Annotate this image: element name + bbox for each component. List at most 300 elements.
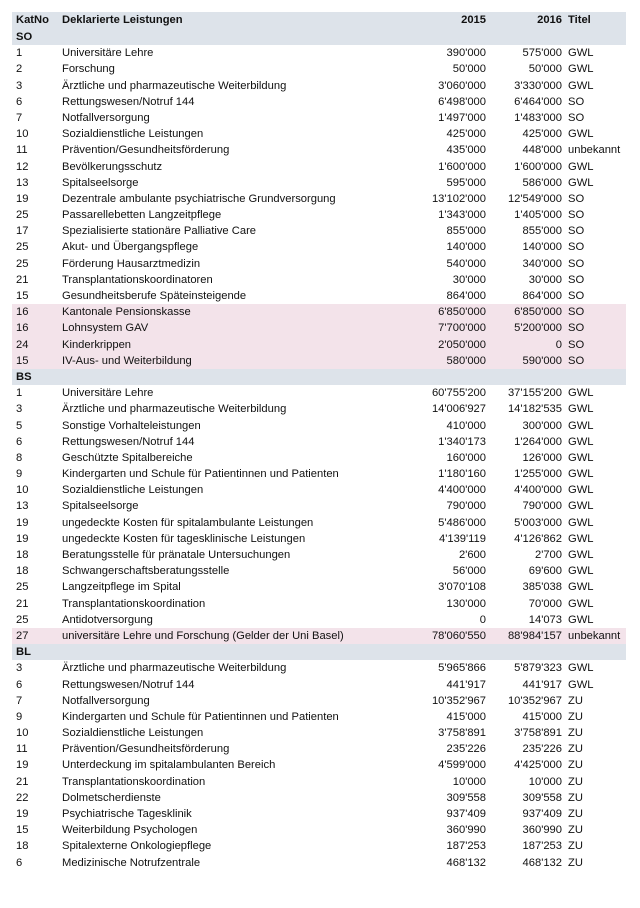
katno-cell: 21 — [16, 597, 29, 610]
value-2015-cell: 580'000 — [446, 354, 486, 367]
value-2016-cell: 12'549'000 — [507, 192, 562, 205]
leistung-cell: Universitäre Lehre — [62, 387, 154, 400]
katno-cell: 6 — [16, 856, 23, 869]
leistung-cell: Sonstige Vorhalteleistungen — [62, 419, 201, 432]
leistung-cell: Rettungswesen/Notruf 144 — [62, 435, 195, 448]
value-2015-cell: 130'000 — [446, 597, 486, 610]
table-row — [12, 709, 626, 725]
titel-cell: GWL — [568, 581, 594, 594]
leistung-cell: Dolmetscherdienste — [62, 791, 161, 804]
leistung-cell: Ärztliche und pharmazeutische Weiterbildung — [62, 79, 287, 92]
value-2015-cell: 187'253 — [446, 840, 486, 853]
leistung-cell: Notfallversorgung — [62, 694, 150, 707]
value-2016-cell: 37'155'200 — [507, 387, 562, 400]
leistung-cell: Unterdeckung im spitalambulanten Bereich — [62, 759, 276, 772]
table-row — [12, 142, 626, 158]
value-2016-cell: 14'073 — [528, 613, 562, 626]
katno-cell: 1 — [16, 47, 23, 60]
leistung-cell: ungedeckte Kosten für tagesklinische Leistungen — [62, 532, 306, 545]
table-row — [12, 337, 626, 353]
table-row — [12, 239, 626, 255]
value-2016-cell: 5'003'000 — [514, 516, 562, 529]
value-2015-cell: 790'000 — [446, 500, 486, 513]
value-2015-cell: 235'226 — [446, 743, 486, 756]
value-2015-cell: 937'409 — [446, 808, 486, 820]
value-2016-cell: 10'000 — [528, 775, 562, 788]
leistung-cell: Spitalexterne Onkologiepflege — [62, 840, 212, 853]
katno-cell: 8 — [16, 451, 23, 464]
leistung-cell: Geschützte Spitalbereiche — [62, 451, 193, 464]
leistung-cell: Transplantationskoordination — [62, 597, 206, 610]
table-row — [12, 466, 626, 482]
table-row — [12, 547, 626, 563]
table-row — [12, 320, 626, 336]
value-2016-cell: 6'464'000 — [514, 95, 562, 108]
titel-cell: GWL — [568, 160, 594, 173]
titel-cell: ZU — [568, 759, 583, 772]
table-body — [12, 29, 626, 871]
value-2015-cell: 10'000 — [452, 775, 486, 788]
katno-cell: 22 — [16, 791, 29, 804]
table-row — [12, 725, 626, 741]
value-2015-cell: 1'343'000 — [438, 209, 486, 222]
value-2015-cell: 50'000 — [452, 63, 486, 76]
titel-cell: ZU — [568, 694, 583, 707]
table-row — [12, 563, 626, 579]
katno-cell: 15 — [16, 824, 29, 837]
katno-cell: 7 — [16, 111, 23, 124]
leistung-cell: Psychiatrische Tagesklinik — [62, 808, 192, 820]
table-row — [12, 612, 626, 628]
value-2015-cell: 0 — [479, 613, 486, 626]
value-2016-cell: 1'483'000 — [514, 111, 562, 124]
titel-cell: GWL — [568, 176, 594, 189]
table-row — [12, 838, 626, 854]
value-2015-cell: 14'006'927 — [431, 403, 486, 416]
table-row — [12, 401, 626, 417]
value-2015-cell: 468'132 — [446, 856, 486, 869]
value-2015-cell: 2'050'000 — [438, 338, 486, 351]
value-2016-cell: 235'226 — [522, 743, 562, 756]
katno-cell: 3 — [16, 79, 23, 92]
value-2016-cell: 360'990 — [522, 824, 562, 837]
value-2015-cell: 3'060'000 — [438, 79, 486, 92]
value-2015-cell: 5'965'866 — [438, 662, 486, 675]
value-2015-cell: 10'352'967 — [431, 694, 486, 707]
katno-cell: 5 — [16, 419, 23, 432]
titel-cell: GWL — [568, 565, 594, 578]
value-2015-cell: 140'000 — [446, 241, 486, 254]
katno-cell: 3 — [16, 403, 23, 416]
value-2015-cell: 2'600 — [458, 549, 486, 561]
header-titel: Titel — [568, 14, 591, 27]
katno-cell: 25 — [16, 257, 29, 270]
table-row — [12, 94, 626, 110]
katno-cell: 16 — [16, 306, 29, 319]
katno-cell: 18 — [16, 565, 29, 578]
value-2015-cell: 4'400'000 — [438, 484, 486, 497]
leistung-cell: Prävention/Gesundheitsförderung — [62, 743, 230, 756]
katno-cell: 19 — [16, 808, 29, 820]
table-row — [12, 272, 626, 288]
katno-cell: 16 — [16, 322, 29, 335]
leistungen-table — [12, 12, 626, 871]
table-row — [12, 110, 626, 126]
leistung-cell: Kinderkrippen — [62, 338, 132, 351]
leistung-cell: universitäre Lehre und Forschung (Gelder der Uni Basel) — [62, 629, 344, 642]
leistung-cell: Universitäre Lehre — [62, 47, 154, 60]
leistung-cell: Kantonale Pensionskasse — [62, 306, 191, 319]
value-2016-cell: 50'000 — [528, 63, 562, 76]
titel-cell: GWL — [568, 403, 594, 416]
value-2015-cell: 6'850'000 — [438, 306, 486, 319]
value-2016-cell: 864'000 — [522, 290, 562, 302]
katno-cell: 11 — [16, 144, 28, 157]
titel-cell: GWL — [568, 47, 594, 60]
titel-cell: GWL — [568, 549, 594, 561]
value-2016-cell: 309'558 — [522, 791, 562, 804]
value-2016-cell: 415'000 — [522, 710, 562, 723]
header-katno: KatNo — [16, 14, 49, 27]
leistung-cell: Transplantationskoordinatoren — [62, 273, 213, 286]
table-row — [12, 418, 626, 434]
value-2016-cell: 14'182'535 — [507, 403, 562, 416]
value-2016-cell: 937'409 — [522, 808, 562, 820]
value-2016-cell: 1'264'000 — [514, 435, 562, 448]
table-row — [12, 207, 626, 223]
leistung-cell: Kindergarten und Schule für Patientinnen und Patienten — [62, 710, 339, 723]
titel-cell: ZU — [568, 824, 583, 837]
value-2016-cell: 5'200'000 — [514, 322, 562, 335]
titel-cell: SO — [568, 95, 585, 108]
section-header — [12, 369, 626, 385]
value-2015-cell: 3'070'108 — [438, 581, 486, 594]
titel-cell: GWL — [568, 613, 594, 626]
katno-cell: 12 — [16, 160, 29, 173]
value-2016-cell: 3'330'000 — [514, 79, 562, 92]
value-2015-cell: 864'000 — [446, 290, 486, 302]
value-2015-cell: 5'486'000 — [438, 516, 486, 529]
leistung-cell: Sozialdienstliche Leistungen — [62, 727, 204, 740]
titel-cell: SO — [568, 257, 585, 270]
value-2015-cell: 56'000 — [452, 565, 486, 578]
value-2016-cell: 441'917 — [522, 678, 562, 691]
leistung-cell: Dezentrale ambulante psychiatrische Grundversorgung — [62, 192, 336, 205]
value-2016-cell: 300'000 — [522, 419, 562, 432]
titel-cell: GWL — [568, 387, 594, 400]
katno-cell: 25 — [16, 581, 29, 594]
katno-cell: 10 — [16, 128, 29, 141]
value-2015-cell: 540'000 — [446, 257, 486, 270]
katno-cell: 6 — [16, 435, 23, 448]
leistung-cell: Antidotversorgung — [62, 613, 153, 626]
katno-cell: 18 — [16, 549, 29, 561]
table-row — [12, 822, 626, 838]
value-2015-cell: 435'000 — [446, 144, 486, 157]
katno-cell: 24 — [16, 338, 29, 351]
table-row — [12, 757, 626, 773]
table-row — [12, 806, 626, 822]
titel-cell: SO — [568, 225, 585, 238]
value-2016-cell: 1'600'000 — [514, 160, 562, 173]
header-leistungen: Deklarierte Leistungen — [62, 14, 183, 27]
katno-cell: 25 — [16, 241, 29, 254]
titel-cell: GWL — [568, 435, 594, 448]
value-2015-cell: 3'758'891 — [438, 727, 486, 740]
table-row — [12, 126, 626, 142]
value-2015-cell: 60'755'200 — [431, 387, 486, 400]
leistung-cell: Akut- und Übergangspflege — [62, 241, 199, 254]
titel-cell: GWL — [568, 484, 594, 497]
table-row — [12, 450, 626, 466]
value-2015-cell: 1'600'000 — [438, 160, 486, 173]
katno-cell: 6 — [16, 95, 23, 108]
katno-cell: 15 — [16, 290, 29, 302]
table-row — [12, 482, 626, 498]
katno-cell: 13 — [16, 500, 29, 513]
titel-cell: ZU — [568, 840, 583, 853]
leistung-cell: Sozialdienstliche Leistungen — [62, 484, 204, 497]
titel-cell: SO — [568, 338, 585, 351]
value-2016-cell: 5'879'323 — [514, 662, 562, 675]
value-2016-cell: 590'000 — [522, 354, 562, 367]
leistung-cell: Bevölkerungsschutz — [62, 160, 163, 173]
titel-cell: GWL — [568, 500, 594, 513]
leistung-cell: Ärztliche und pharmazeutische Weiterbildung — [62, 662, 287, 675]
titel-cell: ZU — [568, 743, 583, 756]
titel-cell: GWL — [568, 63, 594, 76]
table-row — [12, 579, 626, 595]
leistung-cell: Spezialisierte stationäre Palliative Care — [62, 225, 257, 238]
katno-cell: 9 — [16, 710, 23, 723]
value-2016-cell: 4'425'000 — [514, 759, 562, 772]
katno-cell: 3 — [16, 662, 23, 675]
section-name: SO — [16, 31, 33, 43]
titel-cell: ZU — [568, 710, 583, 723]
titel-cell: SO — [568, 322, 585, 335]
leistung-cell: Kindergarten und Schule für Patientinnen und Patienten — [62, 468, 339, 481]
katno-cell: 19 — [16, 192, 29, 205]
titel-cell: SO — [568, 290, 585, 302]
katno-cell: 19 — [16, 759, 29, 772]
value-2016-cell: 4'126'862 — [514, 532, 562, 545]
value-2016-cell: 126'000 — [522, 451, 562, 464]
value-2016-cell: 88'984'157 — [507, 629, 562, 642]
table-row — [12, 790, 626, 806]
value-2015-cell: 30'000 — [452, 273, 486, 286]
value-2015-cell: 13'102'000 — [431, 192, 486, 205]
value-2016-cell: 468'132 — [522, 856, 562, 869]
katno-cell: 27 — [16, 629, 29, 642]
katno-cell: 10 — [16, 484, 29, 497]
value-2016-cell: 0 — [555, 338, 562, 351]
value-2016-cell: 790'000 — [522, 500, 562, 513]
value-2015-cell: 160'000 — [446, 451, 486, 464]
value-2016-cell: 6'850'000 — [514, 306, 562, 319]
value-2016-cell: 425'000 — [522, 128, 562, 141]
katno-cell: 6 — [16, 678, 23, 691]
table-row — [12, 498, 626, 514]
leistung-cell: Transplantationskoordination — [62, 775, 206, 788]
titel-cell: GWL — [568, 532, 594, 545]
value-2016-cell: 69'600 — [528, 565, 562, 578]
titel-cell: ZU — [568, 775, 583, 788]
leistung-cell: Langzeitpflege im Spital — [62, 581, 181, 594]
katno-cell: 21 — [16, 273, 29, 286]
titel-cell: GWL — [568, 419, 594, 432]
leistung-cell: Passarellebetten Langzeitpflege — [62, 209, 222, 222]
header-2016: 2016 — [537, 14, 562, 27]
table-row — [12, 353, 626, 369]
table-row — [12, 288, 626, 304]
value-2016-cell: 2'700 — [534, 549, 562, 561]
katno-cell: 9 — [16, 468, 23, 481]
value-2015-cell: 1'180'160 — [438, 468, 486, 481]
value-2016-cell: 3'758'891 — [514, 727, 562, 740]
value-2016-cell: 10'352'967 — [507, 694, 562, 707]
titel-cell: SO — [568, 306, 585, 319]
value-2016-cell: 4'400'000 — [514, 484, 562, 497]
table-row — [12, 855, 626, 871]
table-row — [12, 741, 626, 757]
katno-cell: 25 — [16, 613, 29, 626]
leistung-cell: Notfallversorgung — [62, 111, 150, 124]
table-row — [12, 385, 626, 401]
value-2015-cell: 1'340'173 — [438, 435, 486, 448]
value-2016-cell: 140'000 — [522, 241, 562, 254]
katno-cell: 18 — [16, 840, 29, 853]
value-2015-cell: 360'990 — [446, 824, 486, 837]
titel-cell: unbekannt — [568, 629, 621, 642]
titel-cell: GWL — [568, 678, 594, 691]
value-2016-cell: 30'000 — [528, 273, 562, 286]
katno-cell: 17 — [16, 225, 29, 238]
leistung-cell: Förderung Hausarztmedizin — [62, 257, 201, 270]
value-2016-cell: 575'000 — [522, 47, 562, 60]
table-row — [12, 774, 626, 790]
value-2016-cell: 448'000 — [522, 144, 562, 157]
table-row — [12, 434, 626, 450]
value-2015-cell: 4'139'119 — [439, 532, 486, 545]
leistung-cell: Prävention/Gesundheitsförderung — [62, 144, 230, 157]
leistung-cell: Spitalseelsorge — [62, 176, 139, 189]
value-2016-cell: 1'405'000 — [514, 209, 562, 222]
value-2015-cell: 6'498'000 — [438, 95, 486, 108]
titel-cell: SO — [568, 192, 585, 205]
table-row — [12, 175, 626, 191]
titel-cell: ZU — [568, 856, 583, 869]
leistung-cell: Spitalseelsorge — [62, 500, 139, 513]
leistung-cell: Rettungswesen/Notruf 144 — [62, 678, 195, 691]
value-2016-cell: 70'000 — [528, 597, 562, 610]
value-2015-cell: 4'599'000 — [438, 759, 486, 772]
leistung-cell: Rettungswesen/Notruf 144 — [62, 95, 195, 108]
table-row — [12, 256, 626, 272]
titel-cell: ZU — [568, 727, 583, 740]
katno-cell: 10 — [16, 727, 29, 740]
katno-cell: 19 — [16, 532, 29, 545]
table-row — [12, 223, 626, 239]
value-2016-cell: 1'255'000 — [514, 468, 562, 481]
titel-cell: SO — [568, 273, 585, 286]
table-row — [12, 677, 626, 693]
titel-cell: ZU — [568, 791, 583, 804]
katno-cell: 21 — [16, 775, 29, 788]
table-row — [12, 693, 626, 709]
value-2015-cell: 390'000 — [446, 47, 486, 60]
value-2015-cell: 1'497'000 — [438, 111, 486, 124]
leistung-cell: Sozialdienstliche Leistungen — [62, 128, 204, 141]
table-row — [12, 304, 626, 320]
table-row — [12, 61, 626, 77]
titel-cell: SO — [568, 209, 585, 222]
section-header — [12, 29, 626, 45]
value-2016-cell: 586'000 — [522, 176, 562, 189]
table-row — [12, 628, 626, 644]
value-2015-cell: 78'060'550 — [431, 629, 486, 642]
leistung-cell: Gesundheitsberufe Späteinsteigende — [62, 290, 247, 302]
titel-cell: GWL — [568, 468, 594, 481]
value-2016-cell: 340'000 — [522, 257, 562, 270]
leistung-cell: ungedeckte Kosten für spitalambulante Leistungen — [62, 516, 314, 529]
titel-cell: SO — [568, 354, 585, 367]
section-header — [12, 644, 626, 660]
table-row — [12, 596, 626, 612]
header-2015: 2015 — [461, 14, 486, 27]
value-2016-cell: 855'000 — [522, 225, 562, 238]
value-2015-cell: 7'700'000 — [438, 322, 486, 335]
leistung-cell: Medizinische Notrufzentrale — [62, 856, 201, 869]
leistung-cell: Lohnsystem GAV — [62, 322, 149, 335]
section-name: BS — [16, 370, 32, 383]
leistung-cell: Schwangerschaftsberatungsstelle — [62, 565, 230, 578]
titel-cell: GWL — [568, 128, 594, 141]
katno-cell: 7 — [16, 694, 23, 707]
titel-cell: ZU — [568, 808, 583, 820]
table-row — [12, 78, 626, 94]
titel-cell: GWL — [568, 79, 594, 92]
leistung-cell: Beratungsstelle für pränatale Untersuchungen — [62, 549, 291, 561]
table-row — [12, 515, 626, 531]
value-2015-cell: 425'000 — [446, 128, 486, 141]
value-2016-cell: 187'253 — [522, 840, 562, 853]
value-2016-cell: 385'038 — [522, 581, 562, 594]
leistung-cell: Forschung — [62, 63, 115, 76]
katno-cell: 25 — [16, 209, 29, 222]
katno-cell: 11 — [16, 743, 28, 756]
section-name: BL — [16, 646, 31, 659]
titel-cell: unbekannt — [568, 144, 621, 157]
leistung-cell: IV-Aus- und Weiterbildung — [62, 354, 192, 367]
table-row — [12, 159, 626, 175]
table-row — [12, 191, 626, 207]
katno-cell: 1 — [16, 387, 23, 400]
titel-cell: SO — [568, 241, 585, 254]
leistung-cell: Weiterbildung Psychologen — [62, 824, 198, 837]
katno-cell: 19 — [16, 516, 29, 529]
value-2015-cell: 415'000 — [446, 710, 486, 723]
value-2015-cell: 410'000 — [446, 419, 486, 432]
table-row — [12, 660, 626, 676]
value-2015-cell: 855'000 — [446, 225, 486, 238]
value-2015-cell: 309'558 — [446, 791, 486, 804]
value-2015-cell: 595'000 — [446, 176, 486, 189]
table-header — [12, 12, 626, 29]
value-2015-cell: 441'917 — [446, 678, 486, 691]
katno-cell: 15 — [16, 354, 29, 367]
leistung-cell: Ärztliche und pharmazeutische Weiterbildung — [62, 403, 287, 416]
titel-cell: GWL — [568, 516, 594, 529]
